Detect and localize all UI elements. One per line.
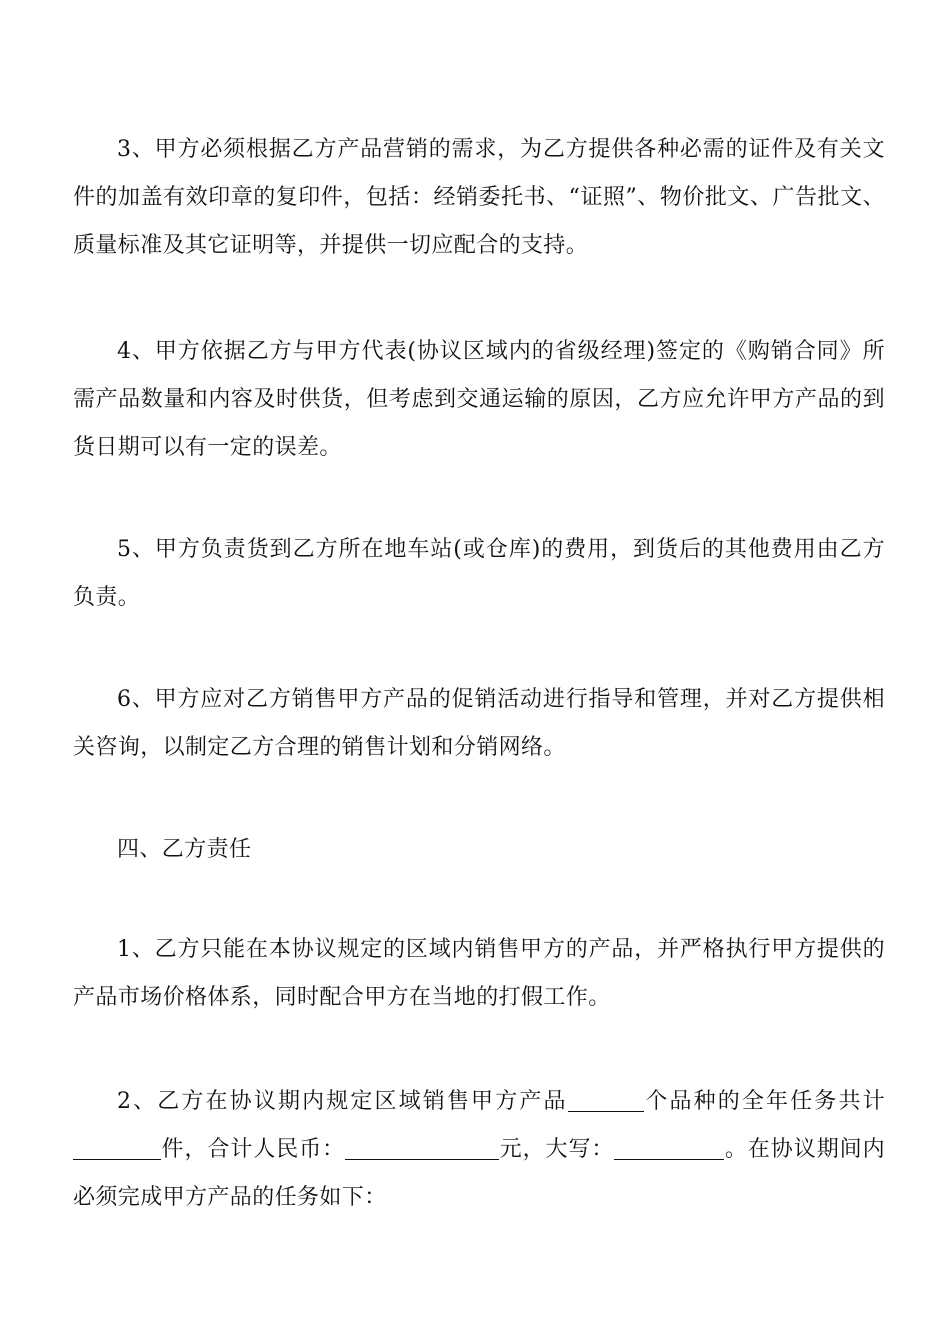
blank-annual-quantity[interactable]	[73, 1137, 161, 1160]
b2-text-4: 元，大写：	[499, 1137, 615, 1162]
blank-amount-rmb[interactable]	[345, 1137, 499, 1160]
paragraph-party-b-1: 1、乙方只能在本协议规定的区域内销售甲方的产品，并严格执行甲方提供的产品市场价格体系，同时配合甲方在当地的打假工作。	[73, 937, 885, 1010]
paragraph-party-a-3: 3、甲方必须根据乙方产品营销的需求，为乙方提供各种必需的证件及有关文件的加盖有效印章的复印件，包括：经销委托书、“证照”、物价批文、广告批文、质量标准及其它证明等，并提供一切应配合的支持。	[73, 137, 885, 258]
b2-text-1: 2、乙方在协议期内规定区域销售甲方产品	[117, 1089, 568, 1114]
blank-amount-words[interactable]	[614, 1137, 724, 1160]
paragraph-party-b-2	[73, 1078, 885, 1222]
b2-text-2: 个品种的全年任务共计	[643, 1089, 885, 1114]
paragraph-party-a-4: 4、甲方依据乙方与甲方代表(协议区域内的省级经理)签定的《购销合同》所需产品数量和内容及时供货，但考虑到交通运输的原因，乙方应允许甲方产品的到货日期可以有一定的误差。	[73, 339, 885, 460]
paragraph-party-a-6: 6、甲方应对乙方销售甲方产品的促销活动进行指导和管理，并对乙方提供相关咨询，以制定乙方合理的销售计划和分销网络。	[73, 687, 885, 760]
paragraph-party-a-5: 5、甲方负责货到乙方所在地车站(或仓库)的费用，到货后的其他费用由乙方负责。	[73, 537, 885, 610]
b2-text-5: 。在协议期间内必须完成甲方产品的任务如下：	[73, 1137, 885, 1210]
b2-text-3: 件，合计人民币：	[161, 1137, 346, 1162]
section-heading-party-b: 四、乙方责任	[117, 837, 252, 862]
blank-variety-count[interactable]	[568, 1089, 644, 1112]
